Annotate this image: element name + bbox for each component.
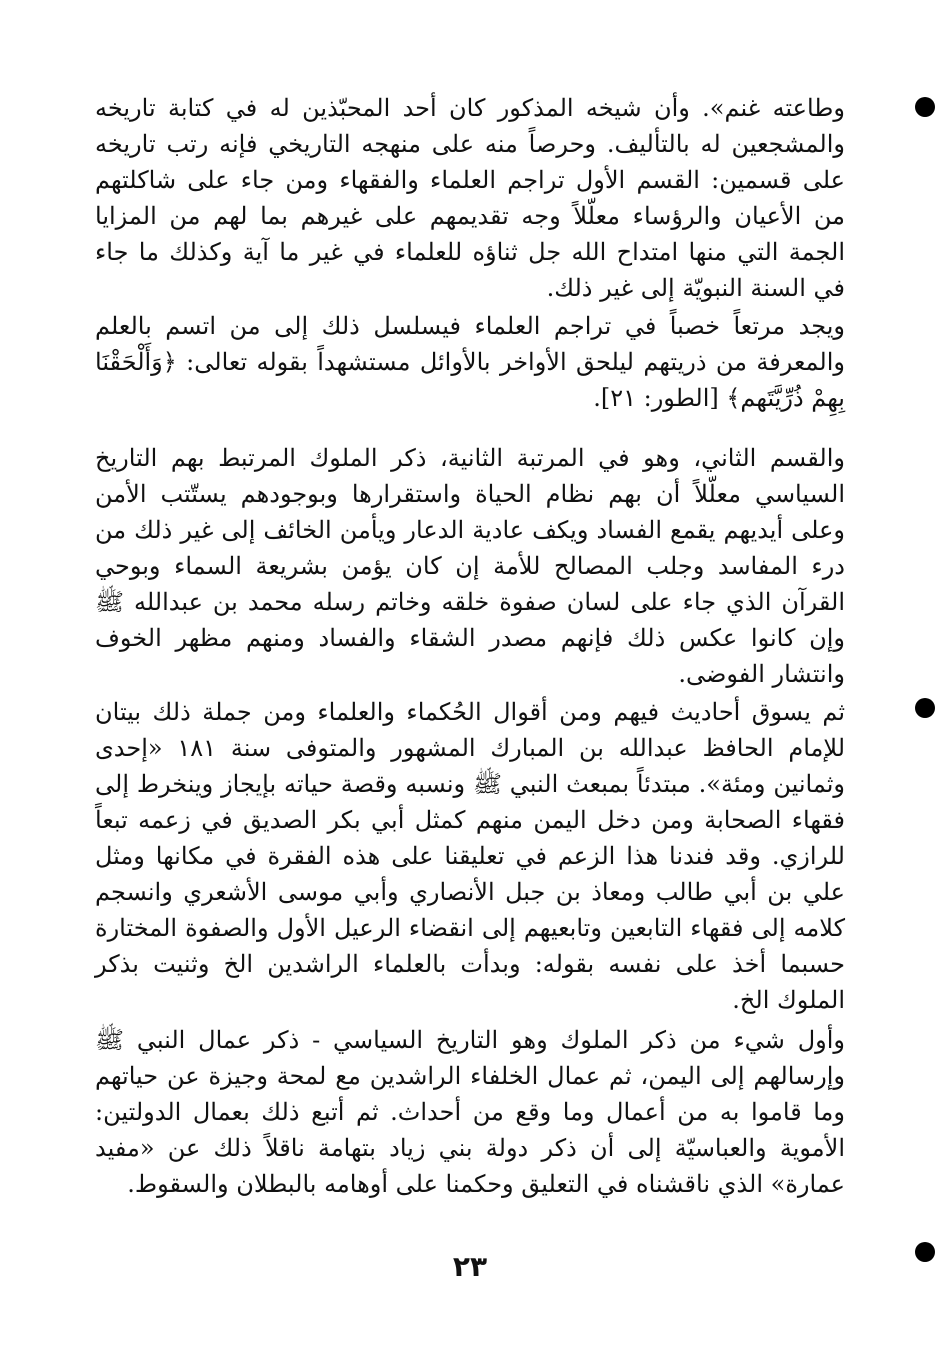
paragraph-5: وأول شيء من ذكر الملوك وهو التاريخ السياسي - ذكر عمال النبي ﷺ وإرسالهم إلى اليمن، ثم عمال الخلفاء الراشدين مع لمحة وجيزة عن حياتهم وما قاموا به من أعمال وما وقع من أحداث. ثم أتبع ذلك بعمال الدولتين: الأموية والعباسيّة إلى أن ذكر دولة بني زياد بتهامة ناقلاً ذلك عن «مفيد عمارة» الذي ناقشناه في التعليق وحكمنا على أوهامه بالبطلان والسقوط. bbox=[95, 1026, 845, 1198]
page-number: ٢٣ bbox=[452, 1250, 488, 1283]
margin-dot-3 bbox=[915, 1242, 935, 1262]
paragraph-3: والقسم الثاني، وهو في المرتبة الثانية، ذكر الملوك المرتبط بهم التاريخ السياسي معلّلاً أن بهم نظام الحياة واستقرارها وبوجودهم يستّتب الأمن وعلى أيديهم يقمع الفساد ويكف عادية الدعار ويأمن الخائف إلى غير ذلك من درء المفاسد وجلب المصالح للأمة إن كان يؤمن بشريعة السماء وبوحي القرآن الذي جاء على لسان صفوة خلقه وخاتم رسله محمد بن عبدالله ﷺ وإن كانوا عكس ذلك فإنهم مصدر الشقاء والفساد ومنهم مظهر الخوف وانتشار الفوضى. bbox=[95, 444, 845, 688]
page-body bbox=[95, 82, 845, 1332]
paragraph-4: ثم يسوق أحاديث فيهم ومن أقوال الحُكماء والعلماء ومن جملة ذلك بيتان للإمام الحافظ عبدالله بن المبارك المشهور والمتوفى سنة ١٨١ «إحدى وثمانين ومئة». مبتدئاً بمبعث النبي ﷺ ونسبه وقصة حياته بإيجاز وينخرط إلى فقهاء الصحابة ومن دخل اليمن منهم كمثل أبي بكر الصديق في زعمه تبعاً للرازي. وقد فندنا هذا الزعم في تعليقنا على هذه الفقرة في مكانها ومثل علي بن أبي طالب ومعاذ بن جبل الأنصاري وأبي موسى الأشعري وانسجم كلامه إلى فقهاء التابعين وتابعيهم إلى انقضاء الرعيل الأول والصفوة المختارة حسبما أخذ على نفسه بقوله: وبدأت بالعلماء الراشدين الخ وثنيت بذكر الملوك الخ. bbox=[95, 698, 846, 1014]
paragraph-2: ويجد مرتعاً خصباً في تراجم العلماء فيسلسل ذلك إلى من اتسم بالعلم والمعرفة من ذريتهم ليلحق الأواخر بالأوائل مستشهداً بقوله تعالى: ﴿وَأَلْحَقْنَا بِهِمْ ذُرِّيَّتَهم﴾ [الطور: ٢١]. bbox=[95, 312, 845, 412]
margin-dot-2 bbox=[915, 698, 935, 718]
margin-dot-1 bbox=[915, 97, 935, 117]
paragraph-1: وطاعته غنم». وأن شيخه المذكور كان أحد المحبّذين له في كتابة تاريخه والمشجعين له بالتأليف. وحرصاً منه على منهجه التاريخي فإنه رتب تاريخه على قسمين: القسم الأول تراجم العلماء والفقهاء ومن جاء على شاكلتهم من الأعيان والرؤساء معلّلاً وجه تقديمهم على غيرهم بما لهم من المزايا الجمة التي منها امتداح الله جل ثناؤه للعلماء في غير ما آية وكذلك ما جاء في السنة النبويّة إلى غير ذلك. bbox=[95, 94, 845, 302]
